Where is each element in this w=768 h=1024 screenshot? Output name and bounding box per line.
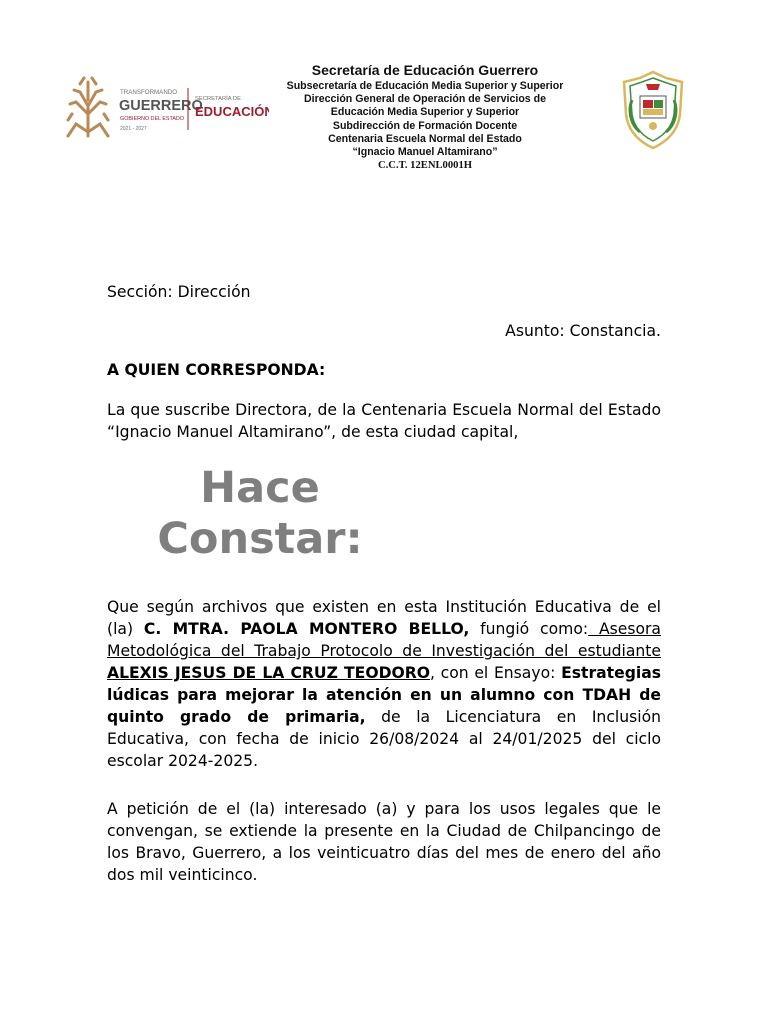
school-crest-icon — [620, 70, 686, 150]
svg-text:SECRETARÍA DE: SECRETARÍA DE — [195, 96, 241, 102]
closing-paragraph: A petición de el (la) interesado (a) y para los usos legales que le convengan, se extiende la presente en la Ciudad de Chilpancingo de los Bravo, Guerrero, a los veinticuatro días del mes de enero del año dos mil veinticinco. — [107, 800, 661, 884]
header-line: Educación Media Superior y Superior — [330, 106, 520, 119]
p1-text: de la Licenciatura en Inclusión Educativa, con fecha de inicio 26/08/2024 al 24/01/2025 del ciclo escolar 2024-2025. — [107, 708, 661, 770]
p1-text: fungió como: — [469, 620, 589, 638]
institution-header — [270, 62, 580, 172]
header-title: Secretaría de Educación Guerrero — [311, 62, 539, 78]
student-name: ALEXIS JESUS DE LA CRUZ TEODORO — [107, 664, 431, 682]
advisor-name: C. MTRA. PAOLA MONTERO BELLO, — [143, 620, 470, 638]
svg-text:2021 - 2027: 2021 - 2027 — [120, 126, 147, 132]
svg-text:TRANSFORMANDO: TRANSFORMANDO — [120, 89, 178, 96]
intro-paragraph: La que suscribe Directora, de la Centenaria Escuela Normal del Estado “Ignacio Manuel Altamirano”, de esta ciudad capital, — [107, 401, 661, 441]
svg-text:EDUCACIÓN: EDUCACIÓN — [195, 104, 269, 119]
header-line: Subdirección de Formación Docente — [332, 119, 518, 132]
header-line: Subsecretaría de Educación Media Superior y Superior — [286, 80, 564, 92]
essay-title: Estrategias lúdicas para mejorar la atención en un alumno con TDAH de quinto grado de primaria, — [107, 664, 662, 726]
header-line: Centenaria Escuela Normal del Estado — [328, 132, 522, 145]
tree-emblem-icon — [68, 78, 108, 136]
header-line: Dirección General de Operación de Servicios de — [304, 93, 546, 106]
svg-text:GUERRERO: GUERRERO — [119, 98, 203, 114]
svg-text:GOBIERNO DEL ESTADO: GOBIERNO DEL ESTADO — [120, 116, 185, 122]
seccion-line: Sección: Dirección — [107, 283, 251, 301]
advisor-role: Asesora Metodológica del Trabajo Protocolo de Investigación del estudiante — [107, 620, 661, 660]
letterhead — [0, 0, 768, 190]
header-cct: C.C.T. 12ENL0001H — [378, 160, 472, 172]
certification-paragraph — [107, 596, 661, 772]
salutation: A QUIEN CORRESPONDA: — [107, 361, 326, 379]
asunto-line: Asunto: Constancia. — [505, 322, 661, 340]
p1-text: Que según archivos que existen en esta Institución Educativa de el (la) — [107, 598, 661, 638]
guerrero-government-logo — [64, 74, 269, 140]
p1-text: , con el Ensayo: — [430, 664, 562, 682]
hace-constar-heading: Hace Constar: — [157, 463, 363, 564]
header-line: “Ignacio Manuel Altamirano” — [352, 146, 498, 159]
